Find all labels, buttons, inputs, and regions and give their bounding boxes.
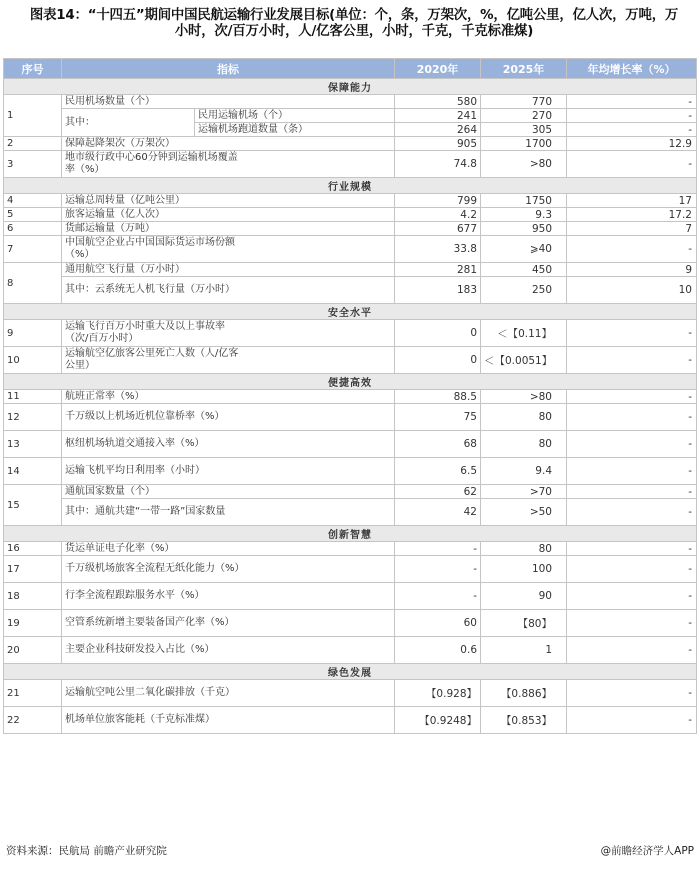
- value-2020: 74.8: [395, 151, 481, 178]
- table-row: [4, 194, 697, 208]
- value-2025: 【0.886】: [481, 680, 567, 707]
- section-row: [4, 178, 697, 194]
- indicator-cell: [62, 556, 395, 583]
- figure-title: 图表14：“十四五”期间中国民航运输行业发展目标(单位：个，条，万架次，%，亿吨公里，亿人次，万吨，万小时，次/百万小时，人/亿客公里，小时，千克，千克标准煤): [29, 8, 679, 39]
- table-row: [4, 707, 697, 734]
- section-row: [4, 304, 697, 320]
- row-number: 4: [4, 194, 62, 208]
- value-2020: 905: [395, 137, 481, 151]
- growth-cell: -: [567, 610, 697, 637]
- table-row: [4, 458, 697, 485]
- indicator-cell: [62, 320, 395, 347]
- growth-cell: -: [567, 707, 697, 734]
- value-2020: 580: [395, 95, 481, 109]
- row-number: 22: [4, 707, 62, 734]
- table-row: [4, 583, 697, 610]
- growth-cell: -: [567, 499, 697, 526]
- value-2025: 80: [481, 542, 567, 556]
- row-number: 19: [4, 610, 62, 637]
- value-2025: ⩾40: [481, 236, 567, 263]
- growth-cell: -: [567, 123, 697, 137]
- header-row: [4, 59, 697, 79]
- growth-cell: -: [567, 151, 697, 178]
- row-number: 6: [4, 222, 62, 236]
- indicator-text: 运输航空吨公里二氧化碳排放（千克）: [65, 687, 235, 698]
- section-row: [4, 79, 697, 95]
- value-2025: 450: [481, 263, 567, 277]
- value-2025: 【80】: [481, 610, 567, 637]
- growth-cell: -: [567, 95, 697, 109]
- row-number: 15: [4, 485, 62, 526]
- growth-cell: -: [567, 347, 697, 374]
- qizhong-label: 其中：: [62, 109, 195, 137]
- indicator-cell: 民用运输机场（个）: [195, 109, 395, 123]
- section-title: 绿色发展: [4, 664, 697, 680]
- indicator-cell: [62, 431, 395, 458]
- indicator-cell: 通航国家数量（个）: [62, 485, 395, 499]
- indicator-text: 机场单位旅客能耗（千克标准煤）: [65, 714, 215, 725]
- growth-cell: 17: [567, 194, 697, 208]
- indicator-text: 枢纽机场轨道交通接入率（%）: [65, 438, 205, 449]
- value-2020: -: [395, 556, 481, 583]
- value-2025: 100: [481, 556, 567, 583]
- indicator-cell: [62, 610, 395, 637]
- section-title: 创新智慧: [4, 526, 697, 542]
- value-2020: 33.8: [395, 236, 481, 263]
- indicator-text: 千万级机场旅客全流程无纸化能力（%）: [65, 563, 245, 574]
- growth-cell: 12.9: [567, 137, 697, 151]
- indicator-cell: 运输机场跑道数量（条）: [195, 123, 395, 137]
- table-row: [4, 485, 697, 499]
- indicator-cell: 民用机场数量（个）: [62, 95, 395, 109]
- value-2020: -: [395, 542, 481, 556]
- indicator-cell: [62, 277, 395, 304]
- value-2025: 1: [481, 637, 567, 664]
- value-2025: 9.3: [481, 208, 567, 222]
- value-2025: 【0.853】: [481, 707, 567, 734]
- indicator-cell: [62, 236, 395, 263]
- table-row: [4, 320, 697, 347]
- targets-table: [3, 58, 697, 734]
- value-2020: 【0.9248】: [395, 707, 481, 734]
- value-2025: 80: [481, 431, 567, 458]
- section-title: 便捷高效: [4, 374, 697, 390]
- table-row: [4, 109, 697, 123]
- table-row: [4, 610, 697, 637]
- indicator-text: 地市级行政中心60分钟到运输机场覆盖率（%）: [65, 152, 238, 175]
- table-row: [4, 95, 697, 109]
- value-2020: 62: [395, 485, 481, 499]
- row-number: 21: [4, 680, 62, 707]
- value-2020: 42: [395, 499, 481, 526]
- table-row: [4, 680, 697, 707]
- indicator-cell: [62, 458, 395, 485]
- indicator-cell: [62, 707, 395, 734]
- value-2020: 75: [395, 404, 481, 431]
- growth-cell: -: [567, 583, 697, 610]
- value-2025: 270: [481, 109, 567, 123]
- indicator-text: 中国航空企业占中国国际货运市场份额（%）: [65, 237, 235, 260]
- indicator-cell: [62, 151, 395, 178]
- row-number: 10: [4, 347, 62, 374]
- section-row: [4, 664, 697, 680]
- indicator-cell: [62, 637, 395, 664]
- table-row: [4, 431, 697, 458]
- section-row: [4, 526, 697, 542]
- growth-cell: 9: [567, 263, 697, 277]
- indicator-cell: 货邮运输量（万吨）: [62, 222, 395, 236]
- header-growth: 年均增长率（%）: [567, 59, 697, 79]
- indicator-text: 行李全流程跟踪服务水平（%）: [65, 590, 205, 601]
- value-2020: 68: [395, 431, 481, 458]
- value-2025: >70: [481, 485, 567, 499]
- growth-cell: -: [567, 404, 697, 431]
- indicator-text: 千万级以上机场近机位靠桥率（%）: [65, 411, 225, 422]
- indicator-cell: [62, 680, 395, 707]
- growth-cell: -: [567, 320, 697, 347]
- value-2020: 241: [395, 109, 481, 123]
- growth-cell: -: [567, 485, 697, 499]
- row-number: 17: [4, 556, 62, 583]
- value-2020: 【0.928】: [395, 680, 481, 707]
- value-2025: >80: [481, 390, 567, 404]
- value-2020: 677: [395, 222, 481, 236]
- growth-cell: -: [567, 431, 697, 458]
- table-row: [4, 236, 697, 263]
- value-2020: -: [395, 583, 481, 610]
- growth-cell: 17.2: [567, 208, 697, 222]
- row-number: 2: [4, 137, 62, 151]
- value-2025: ＜【0.0051】: [481, 347, 567, 374]
- indicator-cell: 航班正常率（%）: [62, 390, 395, 404]
- table-row: [4, 208, 697, 222]
- row-number: 3: [4, 151, 62, 178]
- value-2020: 6.5: [395, 458, 481, 485]
- indicator-cell: 通用航空飞行量（万小时）: [62, 263, 395, 277]
- row-number: 8: [4, 263, 62, 304]
- header-no: 序号: [4, 59, 62, 79]
- table-row: [4, 222, 697, 236]
- header-indicator: 指标: [62, 59, 395, 79]
- value-2025: 770: [481, 95, 567, 109]
- growth-cell: -: [567, 109, 697, 123]
- header-2020: 2020年: [395, 59, 481, 79]
- value-2020: 4.2: [395, 208, 481, 222]
- indicator-text: 运输航空亿旅客公里死亡人数（人/亿客公里）: [65, 348, 239, 371]
- section-title: 行业规模: [4, 178, 697, 194]
- table-row: [4, 542, 697, 556]
- value-2020: 799: [395, 194, 481, 208]
- value-2025: 90: [481, 583, 567, 610]
- section-title: 安全水平: [4, 304, 697, 320]
- growth-cell: 10: [567, 277, 697, 304]
- table-row: [4, 137, 697, 151]
- row-number: 11: [4, 390, 62, 404]
- table-row: [4, 499, 697, 526]
- brand-credit: @前瞻经济学人APP: [600, 845, 694, 857]
- indicator-cell: [62, 404, 395, 431]
- row-number: 12: [4, 404, 62, 431]
- value-2025: 950: [481, 222, 567, 236]
- value-2025: 305: [481, 123, 567, 137]
- row-number: 14: [4, 458, 62, 485]
- value-2020: 0: [395, 320, 481, 347]
- row-number: 5: [4, 208, 62, 222]
- indicator-text: 运输飞机平均日利用率（小时）: [65, 465, 205, 476]
- section-row: [4, 374, 697, 390]
- growth-cell: -: [567, 236, 697, 263]
- table-row: [4, 404, 697, 431]
- row-number: 1: [4, 95, 62, 137]
- table-row: [4, 347, 697, 374]
- growth-cell: 7: [567, 222, 697, 236]
- row-number: 18: [4, 583, 62, 610]
- value-2025: 250: [481, 277, 567, 304]
- value-2020: 0: [395, 347, 481, 374]
- row-number: 16: [4, 542, 62, 556]
- table-row: [4, 556, 697, 583]
- indicator-text: 运输飞行百万小时重大及以上事故率（次/百万小时）: [65, 321, 225, 344]
- value-2020: 88.5: [395, 390, 481, 404]
- value-2025: >80: [481, 151, 567, 178]
- indicator-cell: [62, 347, 395, 374]
- table-row: [4, 151, 697, 178]
- indicator-cell: 货运单证电子化率（%）: [62, 542, 395, 556]
- table-row: [4, 277, 697, 304]
- indicator-text: 其中：通航共建“一带一路”国家数量: [65, 506, 226, 517]
- row-number: 9: [4, 320, 62, 347]
- indicator-text: 其中：云系统无人机飞行量（万小时）: [65, 284, 235, 295]
- value-2025: >50: [481, 499, 567, 526]
- indicator-cell: 运输总周转量（亿吨公里）: [62, 194, 395, 208]
- row-number: 13: [4, 431, 62, 458]
- section-title: 保障能力: [4, 79, 697, 95]
- growth-cell: -: [567, 390, 697, 404]
- indicator-text: 空管系统新增主要装备国产化率（%）: [65, 617, 235, 628]
- value-2025: 1750: [481, 194, 567, 208]
- table-row: [4, 263, 697, 277]
- growth-cell: -: [567, 556, 697, 583]
- value-2020: 0.6: [395, 637, 481, 664]
- row-number: 7: [4, 236, 62, 263]
- indicator-cell: [62, 499, 395, 526]
- header-2025: 2025年: [481, 59, 567, 79]
- growth-cell: -: [567, 542, 697, 556]
- row-number: 20: [4, 637, 62, 664]
- growth-cell: -: [567, 458, 697, 485]
- value-2025: 9.4: [481, 458, 567, 485]
- source-note: 资料来源：民航局 前瞻产业研究院: [6, 845, 167, 857]
- value-2025: 80: [481, 404, 567, 431]
- indicator-text: 主要企业科技研发投入占比（%）: [65, 644, 215, 655]
- value-2025: 1700: [481, 137, 567, 151]
- indicator-cell: 旅客运输量（亿人次）: [62, 208, 395, 222]
- value-2020: 60: [395, 610, 481, 637]
- value-2020: 281: [395, 263, 481, 277]
- indicator-cell: [62, 583, 395, 610]
- table-row: [4, 637, 697, 664]
- value-2020: 183: [395, 277, 481, 304]
- value-2025: ＜【0.11】: [481, 320, 567, 347]
- growth-cell: -: [567, 637, 697, 664]
- growth-cell: -: [567, 680, 697, 707]
- indicator-cell: 保障起降架次（万架次）: [62, 137, 395, 151]
- table-row: [4, 390, 697, 404]
- value-2020: 264: [395, 123, 481, 137]
